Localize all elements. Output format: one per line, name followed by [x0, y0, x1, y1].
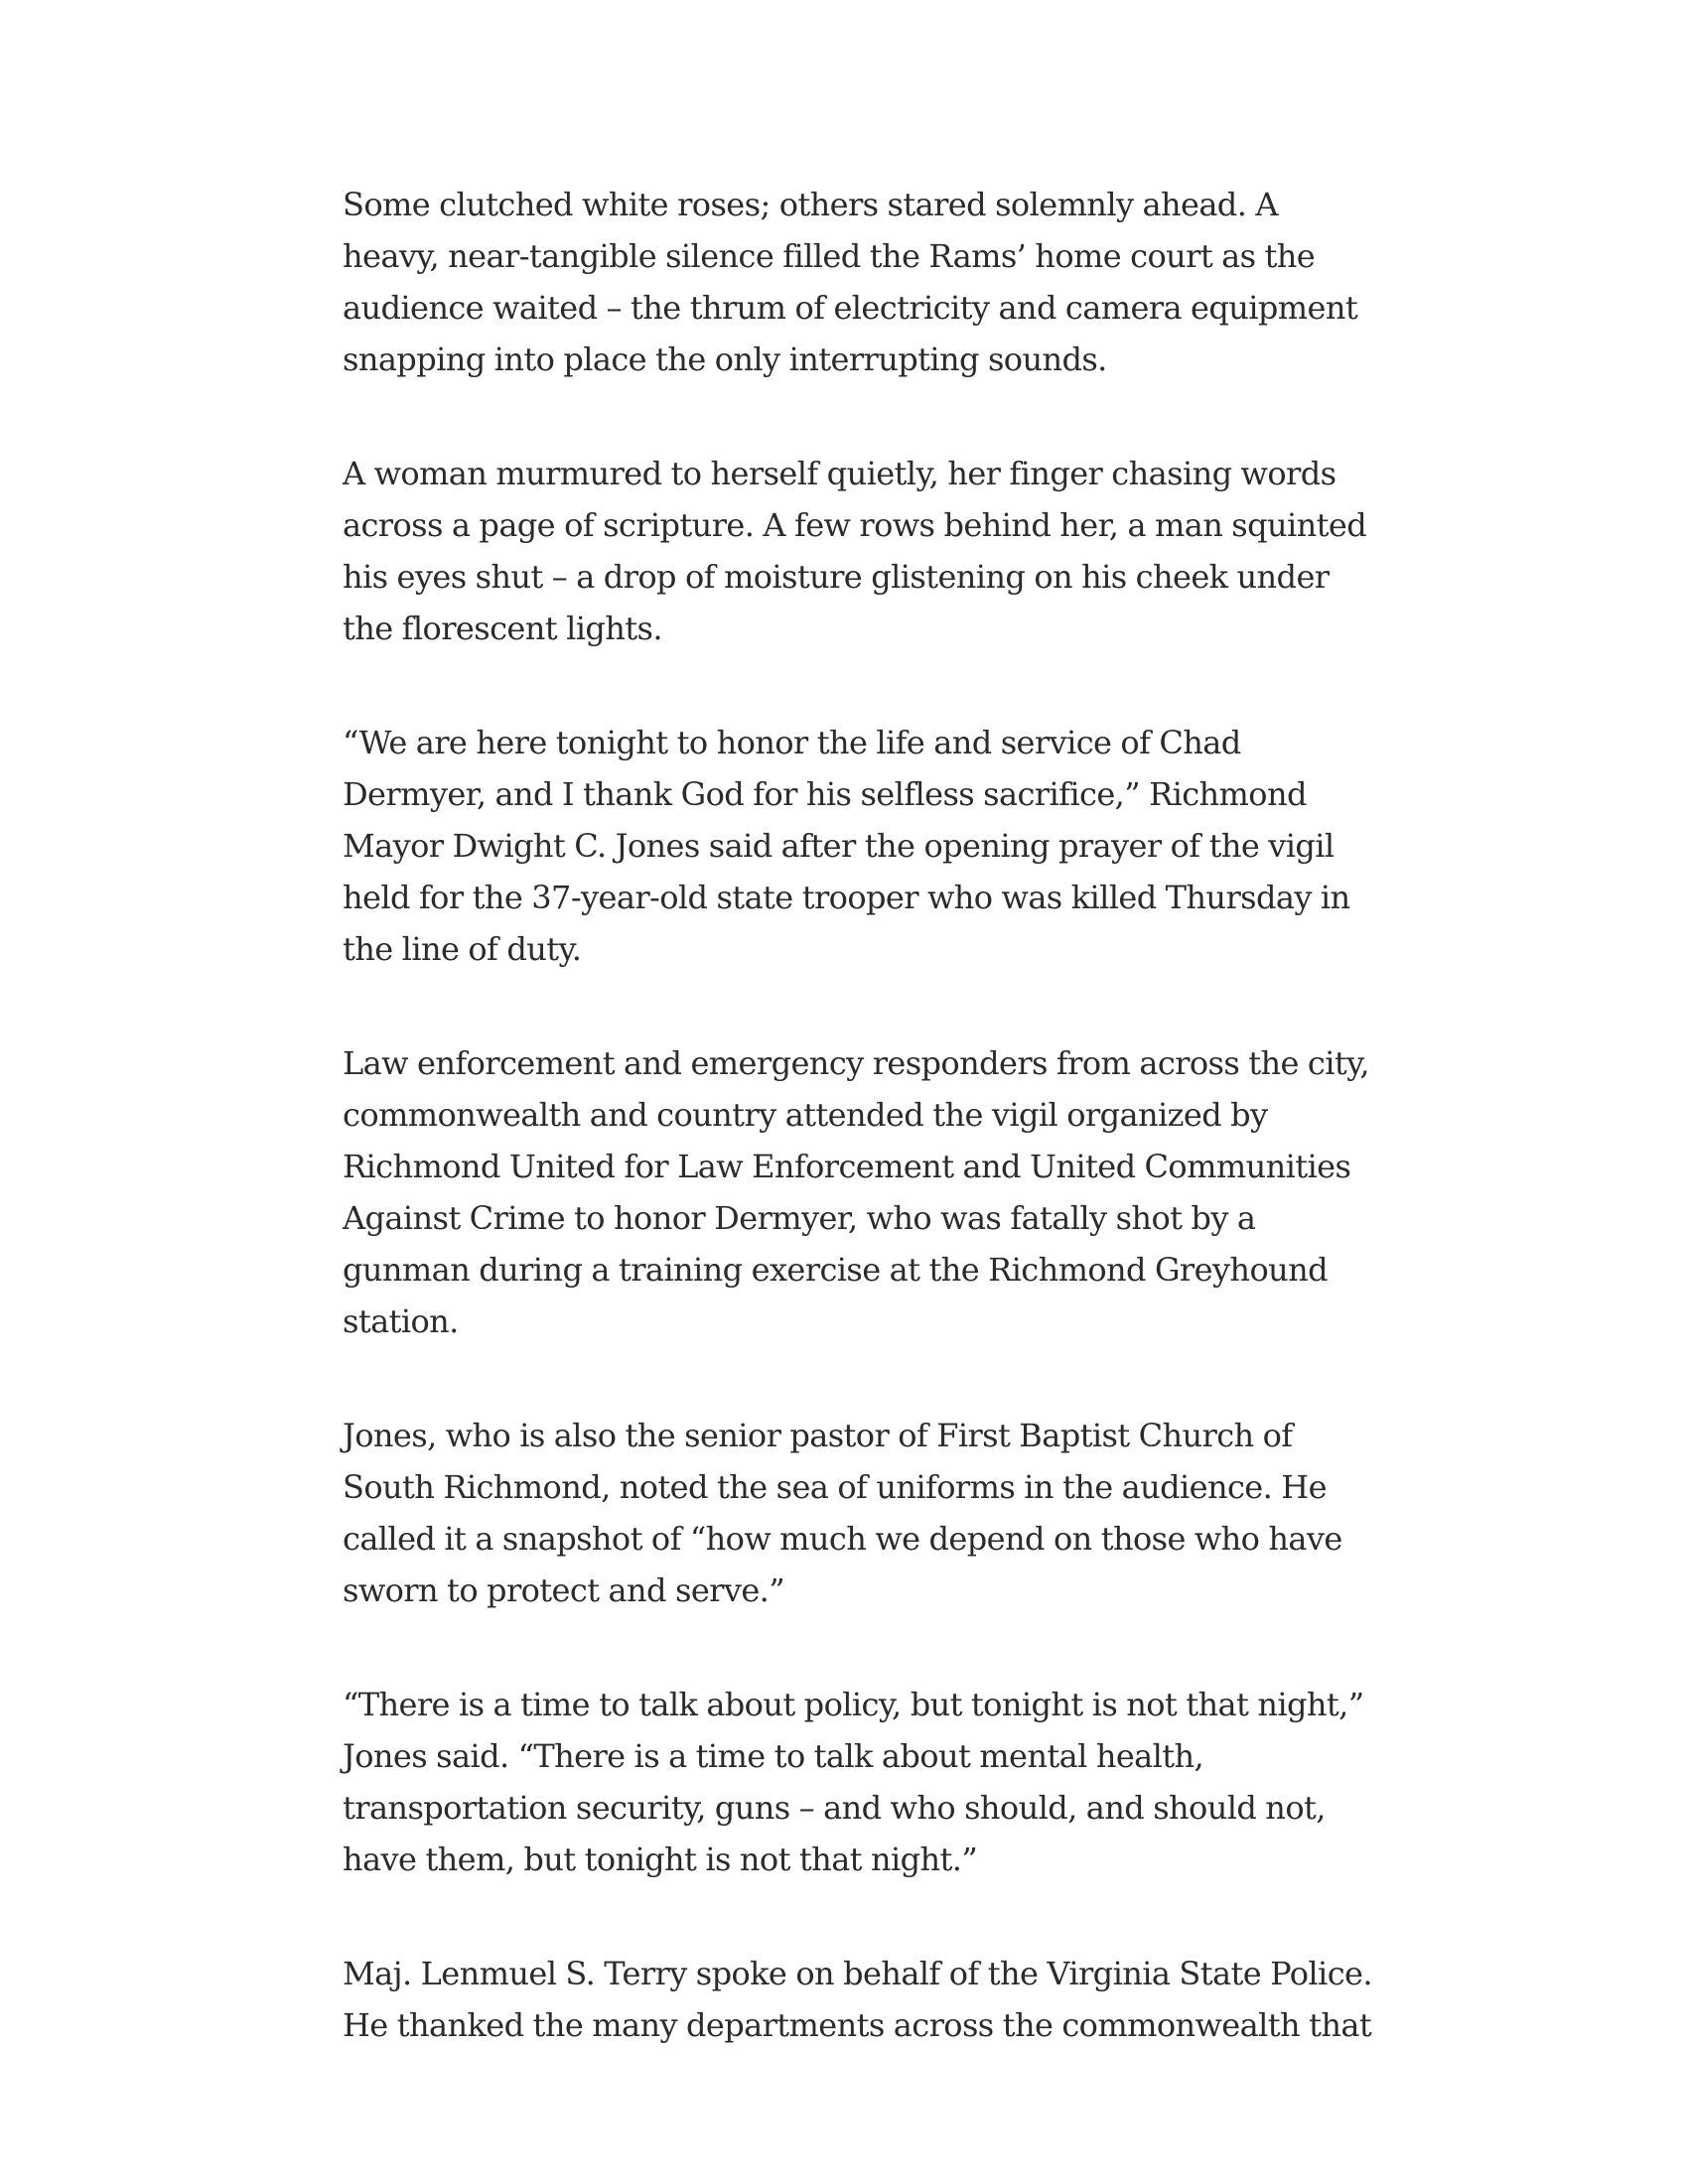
- paragraph-6: “There is a time to talk about policy, but tonight is not that night,” Jones said. “There is a time to talk about mental health, transportation security, guns – and who should, and should not, have them, but tonight is not that night.”: [343, 1686, 1364, 1878]
- article-body: [343, 179, 1375, 2114]
- paragraph-4: Law enforcement and emergency responders from across the city, commonwealth and country attended the vigil organized by Richmond United for Law Enforcement and United Communities Against Crime to honor Dermyer, who was fatally shot by a gunman during a training exercise at the Richmond Greyhound station.: [343, 1044, 1369, 1340]
- paragraph-7: Maj. Lenmuel S. Terry spoke on behalf of the Virginia State Police. He thanked the many departments across the commonwealth that: [343, 1955, 1372, 2044]
- paragraph-5: Jones, who is also the senior pastor of First Baptist Church of South Richmond, noted the sea of uniforms in the audience. He called it a snapshot of “how much we depend on those who have sworn to protect and serve.”: [343, 1417, 1342, 1609]
- paragraph-1: Some clutched white roses; others stared solemnly ahead. A heavy, near-tangible silence filled the Rams’ home court as the audience waited – the thrum of electricity and camera equipment snapping into place the only interrupting sounds.: [343, 186, 1358, 378]
- paragraph-2: A woman murmured to herself quietly, her finger chasing words across a page of scripture. A few rows behind her, a man squinted his eyes shut – a drop of moisture glistening on his cheek under the florescent lights.: [343, 455, 1367, 647]
- paragraph-3: “We are here tonight to honor the life and service of Chad Dermyer, and I thank God for his selfless sacrifice,” Richmond Mayor Dwight C. Jones said after the opening prayer of the vigil held for the 37-year-old state trooper who was killed Thursday in the line of duty.: [343, 724, 1350, 968]
